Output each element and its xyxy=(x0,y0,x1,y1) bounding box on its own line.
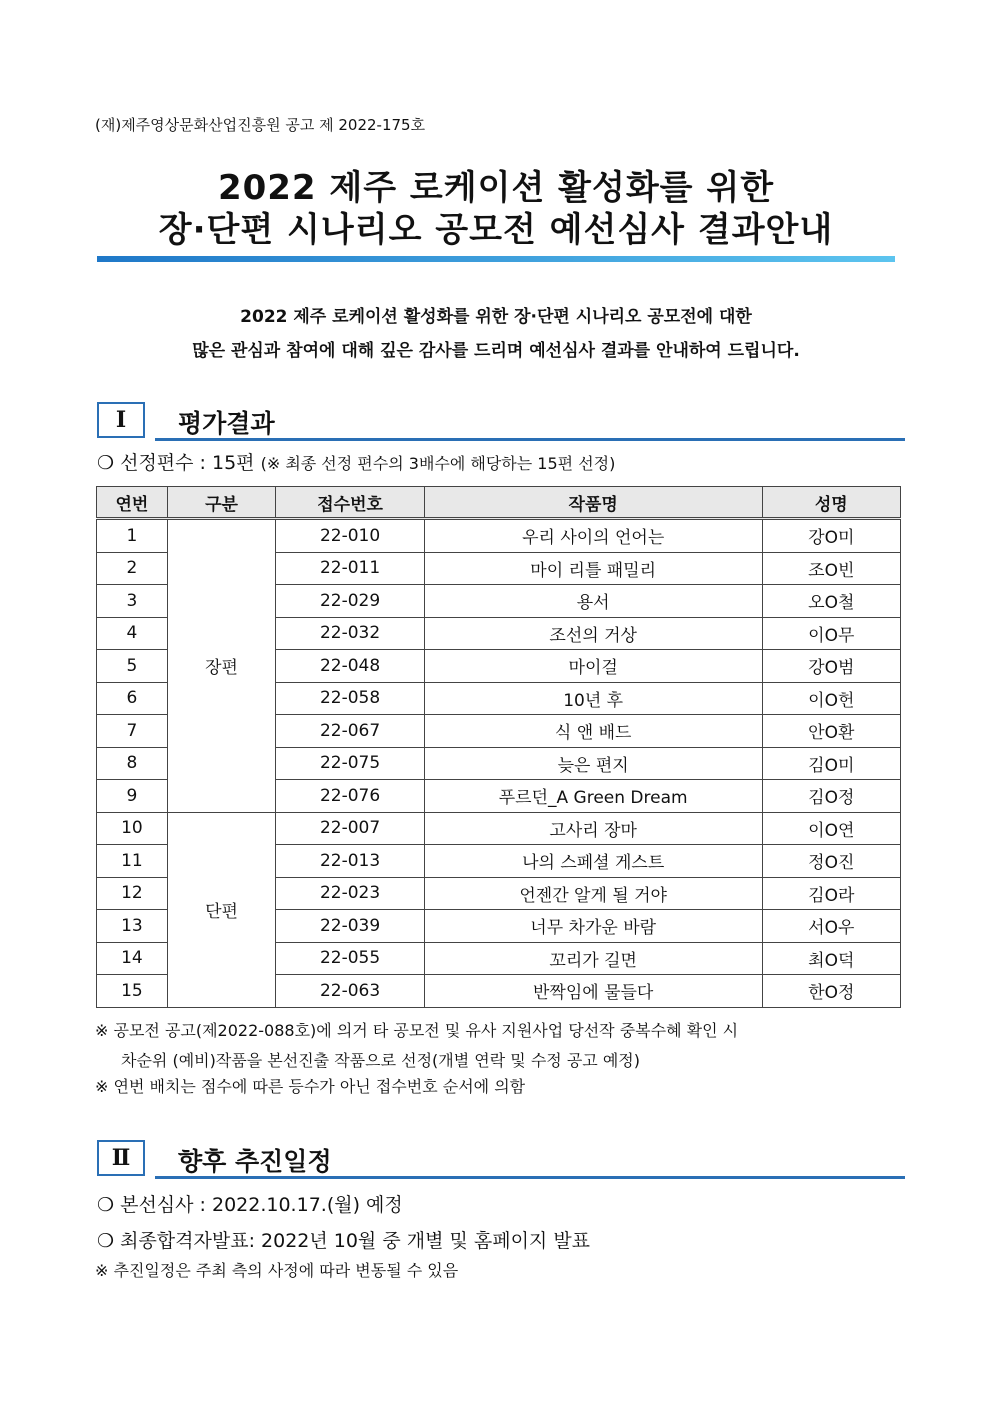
cell-no: 2 xyxy=(97,552,168,585)
section1-rule xyxy=(155,438,905,441)
cell-no: 5 xyxy=(97,650,168,683)
cell-receipt-number: 22-029 xyxy=(276,585,424,618)
header-name: 성명 xyxy=(762,487,900,519)
cell-no: 12 xyxy=(97,877,168,910)
cell-work-title: 우리 사이의 언어는 xyxy=(424,519,762,553)
cell-name: 정O진 xyxy=(762,845,900,878)
cell-receipt-number: 22-007 xyxy=(276,812,424,845)
cell-no: 11 xyxy=(97,845,168,878)
bullet-circle-icon: ❍ xyxy=(97,1230,115,1252)
cell-receipt-number: 22-013 xyxy=(276,845,424,878)
cell-no: 15 xyxy=(97,975,168,1008)
cell-work-title: 고사리 장마 xyxy=(424,812,762,845)
note1-line1: ※ 공모전 공고(제2022-088호)에 의거 타 공모전 및 유사 지원사업 당선작 중복수혜 확인 시 xyxy=(95,1021,739,1040)
cell-no: 13 xyxy=(97,910,168,943)
cell-no: 10 xyxy=(97,812,168,845)
cell-no: 8 xyxy=(97,747,168,780)
section2-title: 향후 추진일정 xyxy=(178,1147,332,1176)
cell-receipt-number: 22-058 xyxy=(276,682,424,715)
bullet-circle-icon: ❍ xyxy=(97,452,115,474)
cell-work-title: 식 앤 배드 xyxy=(424,715,762,748)
cell-name: 안O환 xyxy=(762,715,900,748)
cell-name: 이O헌 xyxy=(762,682,900,715)
table-row xyxy=(97,812,901,845)
cell-name: 한O정 xyxy=(762,975,900,1008)
cell-name: 최O덕 xyxy=(762,942,900,975)
header-no: 연번 xyxy=(97,487,168,519)
cell-work-title: 용서 xyxy=(424,585,762,618)
section1-bullet xyxy=(97,448,615,475)
cell-name: 강O미 xyxy=(762,519,900,553)
document-title-line2: 장·단편 시나리오 공모전 예선심사 결과안내 xyxy=(158,210,834,250)
cell-receipt-number: 22-039 xyxy=(276,910,424,943)
cell-work-title: 너무 차가운 바람 xyxy=(424,910,762,943)
cell-work-title: 푸르던_A Green Dream xyxy=(424,780,762,813)
note1-line2: 차순위 (예비)작품을 본선진출 작품으로 선정(개별 연락 및 수정 공고 예정) xyxy=(121,1051,640,1070)
header-receipt-number: 접수번호 xyxy=(276,487,424,519)
cell-receipt-number: 22-011 xyxy=(276,552,424,585)
cell-receipt-number: 22-063 xyxy=(276,975,424,1008)
cell-name: 조O빈 xyxy=(762,552,900,585)
cell-no: 9 xyxy=(97,780,168,813)
cell-no: 1 xyxy=(97,519,168,553)
cell-receipt-number: 22-055 xyxy=(276,942,424,975)
cell-no: 14 xyxy=(97,942,168,975)
intro-line1: 2022 제주 로케이션 활성화를 위한 장·단편 시나리오 공모전에 대한 xyxy=(240,307,752,327)
cell-receipt-number: 22-032 xyxy=(276,617,424,650)
cell-receipt-number: 22-076 xyxy=(276,780,424,813)
section1-title: 평가결과 xyxy=(178,409,275,438)
notice-number: (재)제주영상문화산업진흥원 공고 제 2022-175호 xyxy=(95,116,426,134)
cell-work-title: 늦은 편지 xyxy=(424,747,762,780)
table-body xyxy=(97,519,901,1008)
cell-receipt-number: 22-023 xyxy=(276,877,424,910)
section1-note1 xyxy=(95,1016,738,1076)
cell-work-title: 언젠간 알게 될 거야 xyxy=(424,877,762,910)
cell-work-title: 반짝임에 물들다 xyxy=(424,975,762,1008)
header-work-title: 작품명 xyxy=(424,487,762,519)
cell-work-title: 꼬리가 길면 xyxy=(424,942,762,975)
cell-work-title: 조선의 거상 xyxy=(424,617,762,650)
table-row xyxy=(97,519,901,553)
cell-no: 4 xyxy=(97,617,168,650)
cell-no: 7 xyxy=(97,715,168,748)
section2-bullet1 xyxy=(97,1190,403,1217)
cell-receipt-number: 22-010 xyxy=(276,519,424,553)
section2-bullet2 xyxy=(97,1226,590,1253)
bullet-circle-icon: ❍ xyxy=(97,1194,115,1216)
cell-no: 6 xyxy=(97,682,168,715)
cell-no: 3 xyxy=(97,585,168,618)
final-announcement: 최종합격자발표: 2022년 10월 중 개별 및 홈페이지 발표 xyxy=(120,1230,591,1252)
cell-name: 김O라 xyxy=(762,877,900,910)
cell-name: 이O무 xyxy=(762,617,900,650)
results-table xyxy=(96,486,901,1008)
section2-numeral: Ⅱ xyxy=(97,1140,145,1176)
section1-numeral: Ⅰ xyxy=(97,402,145,438)
section2-note: ※ 추진일정은 주최 측의 사정에 따라 변동될 수 있음 xyxy=(95,1261,459,1280)
cell-work-title: 마이 리틀 패밀리 xyxy=(424,552,762,585)
cell-receipt-number: 22-075 xyxy=(276,747,424,780)
section1-note2: ※ 연번 배치는 점수에 따른 등수가 아닌 접수번호 순서에 의함 xyxy=(95,1077,526,1096)
cell-category-short: 단편 xyxy=(167,812,276,1007)
cell-work-title: 10년 후 xyxy=(424,682,762,715)
finals-schedule: 본선심사 : 2022.10.17.(월) 예정 xyxy=(120,1194,403,1216)
document-title-line1: 2022 제주 로케이션 활성화를 위한 xyxy=(217,168,775,208)
selection-count: 선정편수 : 15편 xyxy=(120,452,255,474)
cell-name: 서O우 xyxy=(762,910,900,943)
cell-receipt-number: 22-048 xyxy=(276,650,424,683)
cell-name: 김O정 xyxy=(762,780,900,813)
cell-category-long: 장편 xyxy=(167,519,276,813)
cell-work-title: 마이걸 xyxy=(424,650,762,683)
cell-name: 김O미 xyxy=(762,747,900,780)
section2-rule xyxy=(155,1176,905,1179)
header-category: 구분 xyxy=(167,487,276,519)
cell-name: 이O연 xyxy=(762,812,900,845)
cell-name: 강O범 xyxy=(762,650,900,683)
title-underline-bar xyxy=(97,256,895,262)
cell-name: 오O철 xyxy=(762,585,900,618)
cell-work-title: 나의 스페셜 게스트 xyxy=(424,845,762,878)
selection-count-note: (※ 최종 선정 편수의 3배수에 해당하는 15편 선정) xyxy=(260,454,616,473)
table-header-row xyxy=(97,487,901,519)
cell-receipt-number: 22-067 xyxy=(276,715,424,748)
intro-line2: 많은 관심과 참여에 대해 깊은 감사를 드리며 예선심사 결과를 안내하여 드립니다. xyxy=(192,341,800,361)
